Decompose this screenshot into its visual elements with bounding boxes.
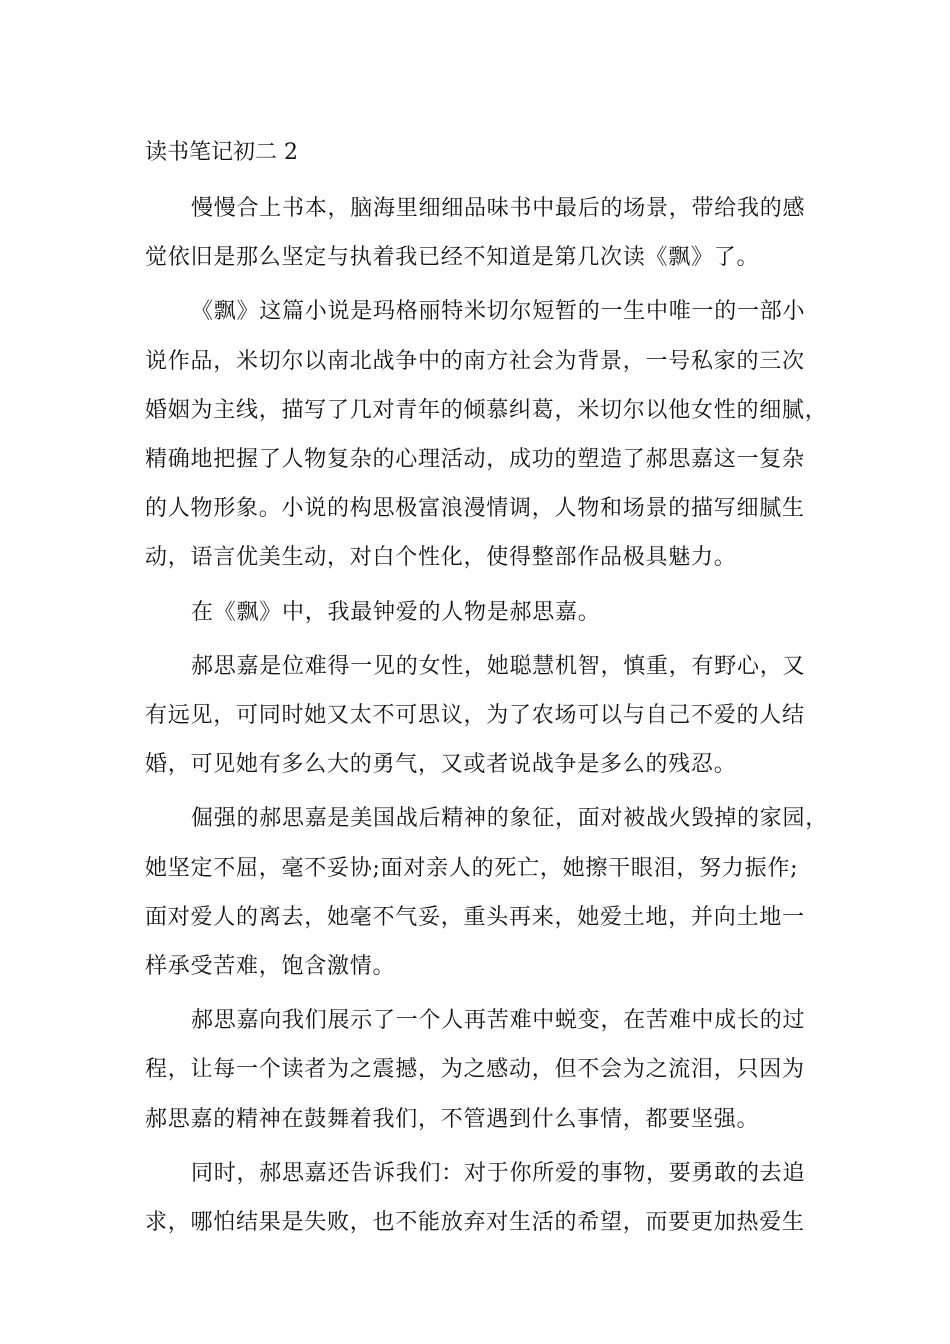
paragraph-line: 婚，可见她有多么大的勇气，又或者说战争是多么的残忍。 (145, 752, 737, 778)
paragraph-line: 程，让每一个读者为之震撼，为之感动，但不会为之流泪，只因为 (145, 1057, 805, 1083)
paragraph-line: 有远见，可同时她又太不可思议，为了农场可以与自己不爱的人结 (145, 703, 805, 729)
paragraph-line: 面对爱人的离去，她毫不气妥，重头再来，她爱土地，并向土地一 (145, 904, 805, 930)
paragraph-line: 求，哪怕结果是失败，也不能放弃对生活的希望，而要更加热爱生 (145, 1210, 805, 1236)
paragraph-7 (145, 1149, 810, 1247)
paragraph-line: 她坚定不屈，毫不妥协;面对亲人的死亡，她擦干眼泪，努力振作; (145, 855, 799, 881)
document-body (145, 184, 829, 1252)
document-title: 读书笔记初二 2 (145, 140, 298, 165)
paragraph-line: 同时，郝思嘉还告诉我们：对于你所爱的事物，要勇敢的去追 (191, 1160, 806, 1186)
paragraph-line: 样承受苦难，饱含激情。 (145, 954, 396, 980)
paragraph-line: 郝思嘉的精神在鼓舞着我们，不管遇到什么事情，都要坚强。 (145, 1106, 760, 1132)
paragraph-line: 在《飘》中，我最钟爱的人物是郝思嘉。 (191, 599, 601, 625)
paragraph-line: 《飘》这篇小说是玛格丽特米切尔短暂的一生中唯一的一部小 (191, 299, 806, 325)
paragraph-5 (145, 794, 829, 991)
paragraph-6 (145, 996, 810, 1144)
paragraph-1 (145, 184, 810, 282)
paragraph-line: 郝思嘉向我们展示了一个人再苦难中蜕变，在苦难中成长的过 (191, 1008, 806, 1034)
paragraph-2 (145, 287, 828, 582)
paragraph-line: 说作品，米切尔以南北战争中的南方社会为背景，一号私家的三次 (145, 348, 805, 374)
paragraph-line: 郝思嘉是位难得一见的女性，她聪慧机智，慎重，有野心，又 (191, 653, 806, 679)
paragraph-line: 动，语言优美生动，对白个性化，使得整部作品极具魅力。 (145, 545, 737, 571)
paragraph-line: 精确地把握了人物复杂的心理活动，成功的塑造了郝思嘉这一复杂 (145, 447, 805, 473)
paragraph-line: 的人物形象。小说的构思极富浪漫情调，人物和场景的描写细腻生 (145, 496, 805, 522)
paragraph-line: 慢慢合上书本，脑海里细细品味书中最后的场景，带给我的感 (191, 196, 806, 221)
paragraph-line: 婚姻为主线，描写了几对青年的倾慕纠葛，米切尔以他女性的细腻， (145, 397, 828, 423)
paragraph-line: 觉依旧是那么坚定与执着我已经不知道是第几次读《飘》了。 (145, 245, 760, 271)
paragraph-3 (145, 588, 810, 637)
paragraph-4 (145, 642, 810, 790)
paragraph-line: 倔强的郝思嘉是美国战后精神的象征，面对被战火毁掉的家园， (191, 806, 829, 832)
